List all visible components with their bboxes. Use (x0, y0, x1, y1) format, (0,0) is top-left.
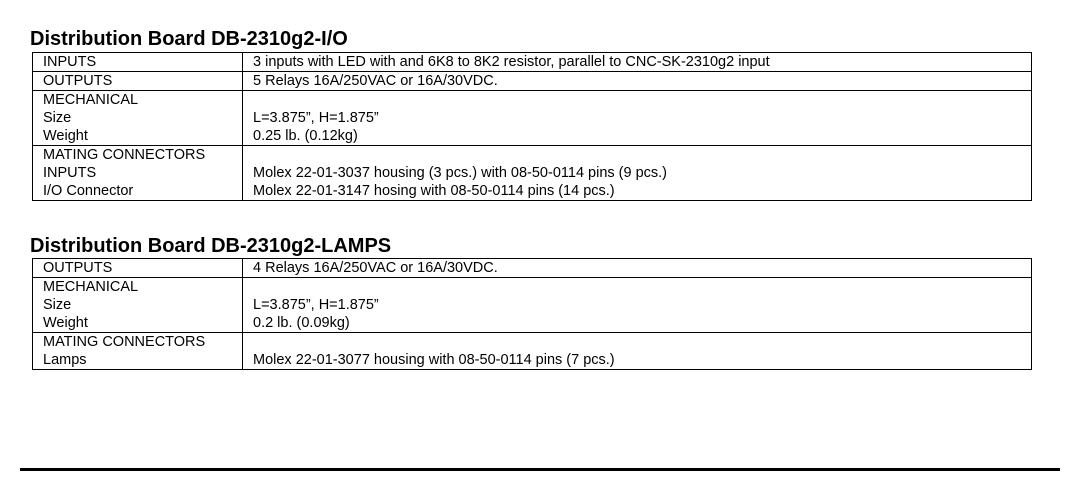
spec-table-lamps (32, 258, 1032, 370)
label-line: MECHANICAL (43, 279, 139, 295)
label-line: Weight (43, 128, 88, 144)
section-title-io: Distribution Board DB-2310g2-I/O (30, 28, 348, 50)
label-line: INPUTS (43, 165, 97, 181)
section-title-lamps: Distribution Board DB-2310g2-LAMPS (30, 235, 392, 257)
value-line: 5 Relays 16A/250VAC or 16A/30VDC. (253, 73, 498, 89)
value-line: L=3.875”, H=1.875” (253, 110, 379, 126)
label-line: I/O Connector (43, 183, 134, 199)
table-row (33, 278, 1032, 333)
value-line: 0.2 lb. (0.09kg) (253, 315, 350, 331)
row-value (243, 53, 1032, 72)
table-row (33, 72, 1032, 91)
row-value (243, 259, 1032, 278)
row-label (33, 53, 243, 72)
row-label (33, 259, 243, 278)
spec-table-io (32, 52, 1032, 201)
value-line: Molex 22-01-3147 hosing with 08-50-0114 pins (14 pcs.) (253, 183, 615, 199)
table-row (33, 259, 1032, 278)
value-line: Molex 22-01-3037 housing (3 pcs.) with 08-50-0114 pins (9 pcs.) (253, 165, 668, 181)
table-row (33, 53, 1032, 72)
table-row (33, 146, 1032, 201)
row-value (243, 278, 1032, 333)
value-line: 0.25 lb. (0.12kg) (253, 128, 358, 144)
value-line: Molex 22-01-3077 housing with 08-50-0114 pins (7 pcs.) (253, 352, 615, 368)
label-line: INPUTS (43, 54, 97, 70)
row-label (33, 333, 243, 370)
value-line: 4 Relays 16A/250VAC or 16A/30VDC. (253, 260, 498, 276)
row-value (243, 333, 1032, 370)
label-line: MATING CONNECTORS (43, 334, 206, 350)
value-line: 3 inputs with LED with and 6K8 to 8K2 resistor, parallel to CNC-SK-2310g2 input (253, 54, 770, 70)
bottom-divider (20, 468, 1060, 471)
label-line: MATING CONNECTORS (43, 147, 206, 163)
label-line: Weight (43, 315, 88, 331)
value-line: L=3.875”, H=1.875” (253, 297, 379, 313)
table-row (33, 91, 1032, 146)
label-line: OUTPUTS (43, 260, 113, 276)
row-value (243, 72, 1032, 91)
label-line: OUTPUTS (43, 73, 113, 89)
label-line: MECHANICAL (43, 92, 139, 108)
row-value (243, 91, 1032, 146)
label-line: Size (43, 297, 72, 313)
label-line: Size (43, 110, 72, 126)
row-label (33, 146, 243, 201)
table-row (33, 333, 1032, 370)
row-label (33, 72, 243, 91)
row-label (33, 278, 243, 333)
row-value (243, 146, 1032, 201)
label-line: Lamps (43, 352, 87, 368)
row-label (33, 91, 243, 146)
